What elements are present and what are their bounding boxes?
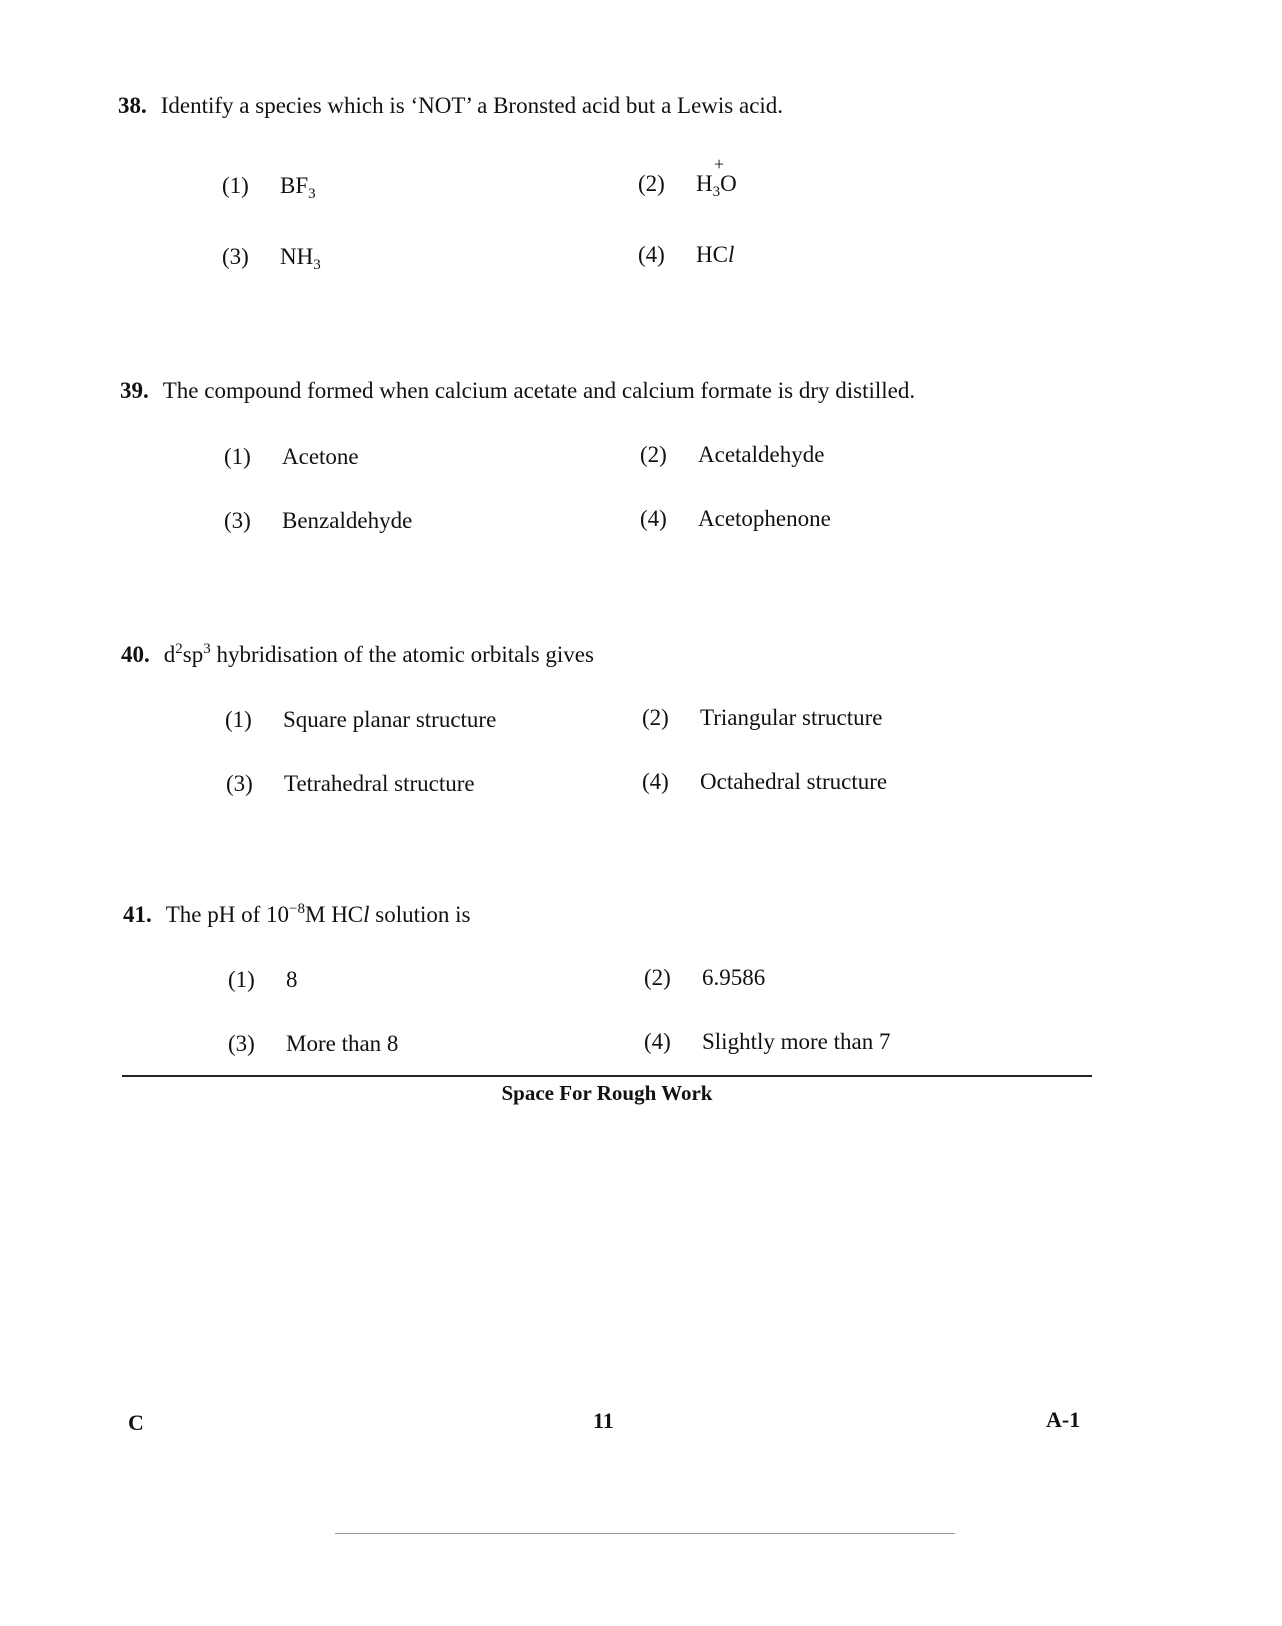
option-label: (4) — [642, 769, 669, 794]
option-label: (4) — [640, 506, 667, 531]
option-38-2[interactable] — [638, 154, 737, 200]
bottom-scan-line — [335, 1533, 955, 1534]
option-39-3[interactable]: (3) Benzaldehyde — [224, 508, 413, 533]
question-text: The pH of $10^{-8}M$ HCl solution is — [165, 901, 471, 927]
option-40-4[interactable]: (4) Octahedral structure — [642, 769, 888, 794]
option-label: (3) — [226, 771, 253, 796]
option-label: (1) — [225, 707, 252, 732]
question-number: 41. — [123, 902, 152, 927]
question-text: The compound formed when calcium acetate and calcium formate is dry distilled. — [162, 378, 916, 403]
option-39-2[interactable]: (2) Acetaldehyde — [640, 442, 825, 467]
option-40-1[interactable]: (1) Square planar structure — [225, 707, 497, 732]
question-number: 38. — [118, 93, 147, 118]
question-text: Identify a species which is ‘NOT’ a Bronsted acid but a Lewis acid. — [160, 93, 784, 118]
option-40-3[interactable]: (3) Tetrahedral structure — [226, 771, 475, 796]
option-label: (2) — [640, 442, 667, 467]
option-40-2[interactable]: (2) Triangular structure — [642, 705, 883, 730]
footer-version-code: A-1 — [1046, 1407, 1081, 1432]
question-38 — [118, 92, 783, 120]
option-41-3[interactable]: (3) More than 8 — [228, 1031, 399, 1056]
option-label: (1) — [224, 444, 251, 469]
option-label: (4) — [644, 1029, 671, 1054]
question-number: 40. — [121, 642, 150, 667]
option-41-1[interactable]: (1) 8 — [228, 967, 298, 992]
rough-work-divider — [122, 1075, 1092, 1077]
positive-charge: + — [714, 154, 725, 174]
option-label: (2) — [644, 965, 671, 990]
rough-work-heading: Space For Rough Work — [501, 1081, 713, 1105]
question-text: $d^2sp^3$ hybridisation of the atomic orbitals gives — [163, 641, 594, 667]
option-38-3[interactable]: (3) $NH_3$ — [222, 244, 321, 273]
option-41-2[interactable]: (2) 6.9586 — [644, 965, 766, 990]
option-38-4[interactable]: (4) HCl — [638, 242, 735, 267]
option-label: (3) — [222, 244, 249, 269]
option-label: (2) — [642, 705, 669, 730]
option-label: (1) — [222, 173, 249, 198]
hydronium-formula: + $H_3O$ — [696, 154, 737, 200]
question-39 — [120, 377, 915, 405]
question-41 — [123, 901, 471, 929]
question-number: 39. — [120, 378, 149, 403]
footer-series-code: C — [128, 1410, 144, 1435]
question-40 — [121, 641, 594, 669]
option-label: (3) — [224, 508, 251, 533]
option-label: (1) — [228, 967, 255, 992]
page-number: 11 — [593, 1408, 614, 1433]
option-38-1[interactable]: (1) $BF_3$ — [222, 173, 316, 202]
option-39-1[interactable]: (1) Acetone — [224, 444, 359, 469]
option-label: (3) — [228, 1031, 255, 1056]
option-41-4[interactable]: (4) Slightly more than 7 — [644, 1029, 891, 1054]
option-label: (4) — [638, 242, 665, 267]
option-label: (2) — [638, 171, 665, 196]
option-39-4[interactable]: (4) Acetophenone — [640, 506, 831, 531]
